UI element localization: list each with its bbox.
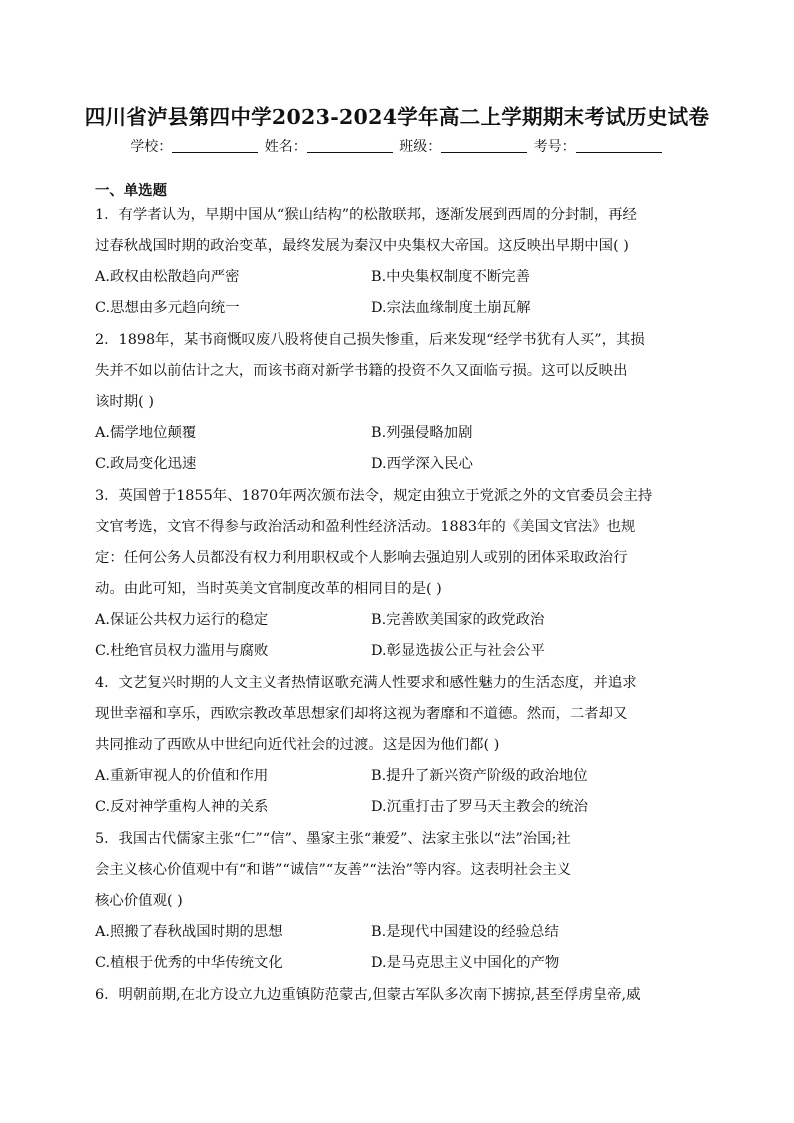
- question-line: 核心价值观( ): [95, 893, 183, 909]
- option-a: A.照搬了春秋战国时期的思想: [95, 924, 283, 940]
- option-c: C.反对神学重构人神的关系: [95, 799, 269, 815]
- question-line: 3．英国曾于1855年、1870年两次颁布法令，规定由独立于党派之外的文官委员会主持: [95, 488, 653, 504]
- question-line: 5．我国古代儒家主张“仁”“信”、墨家主张“兼爱”、法家主张以“法”治国;社: [95, 831, 571, 847]
- option-c: C.思想由多元趋向统一: [95, 300, 240, 316]
- option-d: D.是马克思主义中国化的产物: [371, 955, 560, 971]
- question-line: 定：任何公务人员都没有权力利用职权或个人影响去强迫别人或别的团体采取政治行: [95, 550, 628, 566]
- option-c: C.植根于优秀的中华传统文化: [95, 955, 283, 971]
- option-a: A.政权由松散趋向严密: [95, 269, 240, 285]
- question-line: 文官考选，文官不得参与政治活动和盈利性经济活动。1883年的《美国文官法》也规: [95, 519, 636, 535]
- class-label: 班级：: [399, 139, 442, 155]
- question-line: 现世幸福和享乐，西欧宗教改革思想家们却将这视为奢靡和不道德。然而，二者却又: [95, 706, 628, 722]
- question-line: 1．有学者认为，早期中国从“猴山结构”的松散联邦，逐渐发展到西周的分封制，再经: [95, 207, 637, 223]
- question-line: 该时期( ): [95, 394, 154, 410]
- question-line: 会主义核心价值观中有“和谐”“诚信”“友善”“法治”等内容。这表明社会主义: [95, 862, 572, 878]
- option-b: B.是现代中国建设的经验总结: [371, 924, 559, 940]
- option-b: B.中央集权制度不断完善: [371, 269, 531, 285]
- option-b: B.列强侵略加剧: [371, 425, 473, 441]
- option-c: C.政局变化迅速: [95, 456, 197, 472]
- option-a: A.重新审视人的价值和作用: [95, 768, 269, 784]
- school-blank: [172, 138, 258, 153]
- question-line: 失并不如以前估计之大，而该书商对新学书籍的投资不久又面临亏损。这可以反映出: [95, 363, 628, 379]
- option-b: B.完善欧美国家的政党政治: [371, 612, 545, 628]
- question-line: 过春秋战国时期的政治变革，最终发展为秦汉中央集权大帝国。这反映出早期中国( ): [95, 238, 629, 254]
- class-blank: [441, 138, 527, 153]
- option-d: D.西学深入民心: [371, 456, 473, 472]
- student-info-row: [0, 136, 794, 156]
- option-a: A.儒学地位颠覆: [95, 425, 197, 441]
- option-d: D.彰显选拔公正与社会公平: [371, 643, 545, 659]
- number-label: 考号：: [533, 139, 576, 155]
- question-line: 6．明朝前期,在北方设立九边重镇防范蒙古,但蒙古军队多次南下掳掠,甚至俘虏皇帝,威: [95, 987, 641, 1003]
- option-d: D.沉重打击了罗马天主教会的统治: [371, 799, 589, 815]
- number-blank: [576, 138, 662, 153]
- name-label: 姓名：: [264, 139, 307, 155]
- question-line: 共同推动了西欧从中世纪向近代社会的过渡。这是因为他们都( ): [95, 737, 500, 753]
- option-b: B.提升了新兴资产阶级的政治地位: [371, 768, 588, 784]
- option-c: C.杜绝官员权力滥用与腐败: [95, 643, 269, 659]
- name-blank: [307, 138, 393, 153]
- question-line: 2．1898年，某书商慨叹废八股将使自己损失惨重，后来发现“经学书犹有人买”，其损: [95, 332, 645, 348]
- section-heading: 一、单选题: [95, 182, 167, 199]
- question-line: 4．文艺复兴时期的人文主义者热情讴歌充满人性要求和感性魅力的生活态度，并追求: [95, 675, 637, 691]
- option-a: A.保证公共权力运行的稳定: [95, 612, 269, 628]
- exam-title: 四川省泸县第四中学2023-2024学年高二上学期期末考试历史试卷: [84, 105, 710, 129]
- school-label: 学校：: [130, 139, 173, 155]
- question-line: 动。由此可知，当时英美文官制度改革的相同目的是( ): [95, 581, 442, 597]
- option-d: D.宗法血缘制度土崩瓦解: [371, 300, 531, 316]
